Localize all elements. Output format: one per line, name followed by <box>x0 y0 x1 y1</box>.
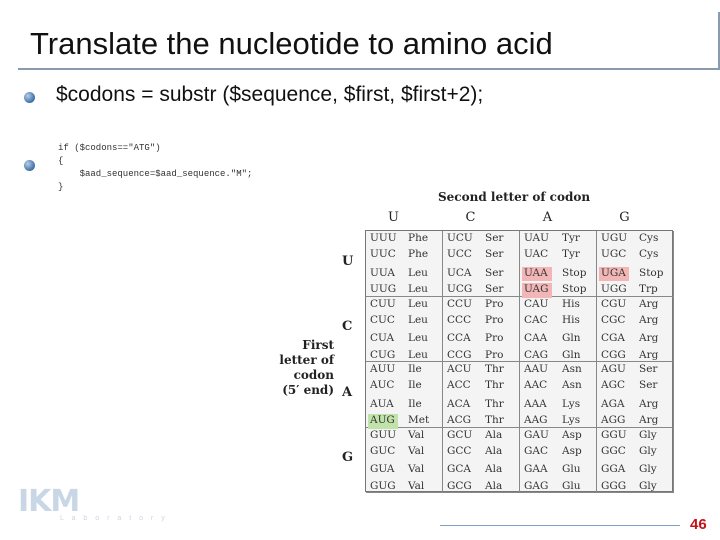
amino-acid: Phe <box>408 232 429 244</box>
amino-acid: Gly <box>639 479 657 492</box>
ikm-logo <box>18 484 79 519</box>
codon: AAU <box>524 363 549 375</box>
amino-acid: Val <box>408 428 425 441</box>
codon: GGA <box>601 463 626 476</box>
amino-acid: Leu <box>408 283 428 296</box>
amino-acid: Stop <box>639 266 664 279</box>
code-line: } <box>58 182 64 192</box>
amino-acid: Ala <box>485 463 503 476</box>
codon: CUG <box>370 348 396 361</box>
code-line: { <box>58 156 64 166</box>
second-letter-title: Second letter of codon <box>438 190 591 204</box>
column-header-u: U <box>388 210 399 225</box>
codon: GCC <box>447 444 472 457</box>
amino-acid: Ser <box>639 379 658 392</box>
row-header-g: G <box>342 450 354 466</box>
codon: GUU <box>370 428 397 441</box>
logo-subtitle: L a b o r a t o r y <box>60 515 168 522</box>
amino-acid: Met <box>408 414 430 427</box>
codon: AUU <box>370 363 396 375</box>
amino-acid: Pro <box>485 297 504 310</box>
codon: UGG <box>601 283 627 296</box>
amino-acid: Val <box>408 479 425 492</box>
amino-acid: Glu <box>562 479 581 492</box>
codon: AUA <box>370 397 394 410</box>
codon: UAC <box>524 248 549 261</box>
codon: ACA <box>447 397 471 410</box>
row-header-u: U <box>342 253 354 269</box>
slide-title: Translate the nucleotide to amino acid <box>30 26 553 61</box>
amino-acid: Leu <box>408 266 428 279</box>
amino-acid: Ser <box>639 363 658 375</box>
amino-acid: Val <box>408 444 425 457</box>
amino-acid: Pro <box>485 348 504 361</box>
amino-acid: Ile <box>408 379 422 392</box>
amino-acid: Gly <box>639 463 657 476</box>
first-letter-label-line: letter of <box>279 353 334 367</box>
amino-acid: Leu <box>408 297 428 310</box>
amino-acid: Cys <box>639 232 659 244</box>
codon: CGA <box>601 332 626 345</box>
amino-acid: Ser <box>485 283 504 296</box>
codon: AAA <box>524 397 547 410</box>
codon: CGG <box>601 348 626 361</box>
codon: GAC <box>524 444 549 457</box>
amino-acid: Tyr <box>562 248 580 261</box>
codon: CUC <box>370 313 395 326</box>
amino-acid: Asp <box>562 428 582 441</box>
codon: AAC <box>524 379 548 392</box>
codon: CUA <box>370 332 395 345</box>
codon: UCG <box>447 283 473 296</box>
codon-table <box>270 186 680 496</box>
amino-acid: Gly <box>639 428 657 441</box>
codon: CAA <box>524 332 548 345</box>
codon: GUA <box>370 463 395 476</box>
amino-acid: Gln <box>562 348 581 361</box>
amino-acid: Arg <box>639 313 659 326</box>
amino-acid: Gly <box>639 444 657 457</box>
amino-acid: Arg <box>639 414 659 427</box>
codon: CAU <box>524 297 549 310</box>
amino-acid: Thr <box>485 363 504 375</box>
codon: GAU <box>524 428 549 441</box>
codon: UGU <box>601 232 628 244</box>
codon: CGC <box>601 313 626 326</box>
first-letter-label-line: codon <box>293 368 334 382</box>
codon: UAU <box>524 232 549 244</box>
codon: GCU <box>447 428 473 441</box>
codon: GGG <box>601 479 627 492</box>
first-letter-label-line: First <box>302 338 334 352</box>
column-header-c: C <box>465 210 476 225</box>
amino-acid: Gln <box>562 332 581 345</box>
codon: AGC <box>601 379 626 392</box>
code-line: $aad_sequence=$aad_sequence."M"; <box>58 169 253 179</box>
amino-acid: Pro <box>485 313 504 326</box>
codon-grid <box>365 230 673 492</box>
amino-acid: Arg <box>639 297 659 310</box>
codon: ACG <box>447 414 472 427</box>
codon: ACC <box>447 379 471 392</box>
codon: GGC <box>601 444 626 457</box>
amino-acid: Ser <box>485 248 504 261</box>
column-header-a: A <box>542 210 553 225</box>
amino-acid: Glu <box>562 463 581 476</box>
page-number: 46 <box>690 516 707 533</box>
codon: CCA <box>447 332 471 345</box>
codon: AAG <box>524 414 548 427</box>
bullet-text: $codons = substr ($sequence, $first, $first+2); <box>56 83 484 106</box>
codon: UCC <box>447 248 472 261</box>
codon: UUA <box>370 266 395 279</box>
amino-acid: Asn <box>562 363 582 375</box>
amino-acid: Val <box>408 463 425 476</box>
codon: GCA <box>447 463 472 476</box>
amino-acid: Ala <box>485 479 503 492</box>
codon: UUG <box>370 283 397 296</box>
column-header-g: G <box>619 210 630 225</box>
amino-acid: Leu <box>408 332 428 345</box>
codon: AUC <box>370 379 395 392</box>
amino-acid: His <box>562 297 580 310</box>
amino-acid: Tyr <box>562 232 580 244</box>
codon: UCU <box>447 232 473 244</box>
codon: GUC <box>370 444 396 457</box>
amino-acid: Thr <box>485 379 504 392</box>
codon: CCG <box>447 348 472 361</box>
amino-acid: Ala <box>485 428 503 441</box>
amino-acid: Ser <box>485 232 504 244</box>
amino-acid: Ile <box>408 397 422 410</box>
code-line: if ($codons=="ATG") <box>58 143 161 153</box>
amino-acid: Arg <box>639 332 659 345</box>
codon: AUG <box>370 414 395 427</box>
codon: CUU <box>370 297 396 310</box>
codon: UUU <box>370 232 397 244</box>
amino-acid: Phe <box>408 248 429 261</box>
amino-acid: Arg <box>639 348 659 361</box>
codon: CGU <box>601 297 627 310</box>
codon: AGU <box>601 363 626 375</box>
codon: GUG <box>370 479 396 492</box>
logo-text: IKM <box>18 484 80 519</box>
amino-acid: Thr <box>485 397 504 410</box>
codon: GAA <box>524 463 548 476</box>
amino-acid: Asp <box>562 444 582 457</box>
codon: AGA <box>601 397 625 410</box>
amino-acid: Arg <box>639 397 659 410</box>
amino-acid: Trp <box>639 283 658 296</box>
codon: UGC <box>601 248 627 261</box>
code-snippet <box>58 142 252 194</box>
first-letter-label <box>270 338 334 398</box>
codon: UAG <box>524 283 549 296</box>
codon: AGG <box>601 414 626 427</box>
codon: ACU <box>447 363 472 375</box>
footer-divider <box>440 525 680 526</box>
amino-acid: Cys <box>639 248 659 261</box>
codon: CAG <box>524 348 549 361</box>
codon: UUC <box>370 248 396 261</box>
amino-acid: Leu <box>408 313 428 326</box>
amino-acid: Thr <box>485 414 504 427</box>
amino-acid: Ser <box>485 266 504 279</box>
amino-acid: His <box>562 313 580 326</box>
codon: UCA <box>447 266 472 279</box>
amino-acid: Leu <box>408 348 428 361</box>
first-letter-label-line: (5′ end) <box>282 383 334 397</box>
codon: GGU <box>601 428 627 441</box>
amino-acid: Stop <box>562 283 587 296</box>
amino-acid: Asn <box>562 379 582 392</box>
bullet-icon <box>24 92 35 103</box>
codon: UGA <box>601 266 626 279</box>
codon: GCG <box>447 479 472 492</box>
amino-acid: Lys <box>562 397 581 410</box>
bullet-icon <box>24 160 35 171</box>
codon: CAC <box>524 313 548 326</box>
amino-acid: Ile <box>408 363 422 375</box>
amino-acid: Pro <box>485 332 504 345</box>
codon: CCC <box>447 313 472 326</box>
amino-acid: Stop <box>562 266 587 279</box>
amino-acid: Ala <box>485 444 503 457</box>
amino-acid: Lys <box>562 414 581 427</box>
row-header-c: C <box>342 319 353 335</box>
codon: CCU <box>447 297 472 310</box>
codon: GAG <box>524 479 549 492</box>
row-header-a: A <box>342 384 353 400</box>
codon: UAA <box>524 266 548 279</box>
